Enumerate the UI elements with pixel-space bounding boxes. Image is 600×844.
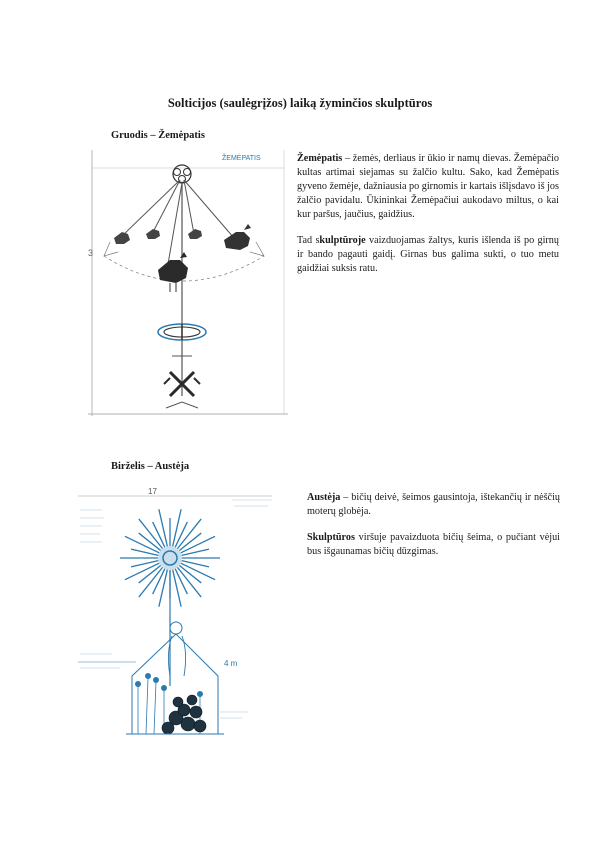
austeja-paragraph-2 [307, 531, 560, 559]
zemepatis-paragraph-1 [297, 152, 559, 222]
sunburst-ray [173, 509, 181, 546]
austeja-paragraph-1 [307, 491, 560, 519]
sunburst-ray [173, 570, 181, 607]
austeja-term: Austėja [307, 492, 341, 503]
austeja-p2-text: viršuje pavaizduota bičių šeima, o pučiant vėjui bus išgaunamas bičių dūzgimas. [307, 532, 560, 557]
zemepatis-paragraph-2 [297, 234, 559, 276]
sunburst-ray [159, 570, 167, 607]
page-title: Solticijos (saulėgrįžos) laiką žyminčios skulptūros [167, 96, 433, 110]
austeja-description [307, 491, 560, 571]
sunburst-ray [159, 509, 167, 546]
austeja-sketch-dim-top: 17 [148, 487, 157, 496]
zemepatis-sketch-label: ŽEMĖPATIS [222, 155, 261, 162]
zemepatis-p2-before: Tad s [297, 235, 320, 246]
zemepatis-p2-term: kulptūroje [319, 235, 366, 246]
austeja-sculpture-sketch [72, 486, 294, 746]
zemepatis-sculpture-sketch [84, 146, 292, 422]
zemepatis-p2-text: vaizduojamas žaltys, kuris išlenda iš po girnų ir bando pagauti gaidį. Girnas bus galima sukti, o tuo metu gaidžiai suksis ratu. [297, 235, 559, 274]
zemepatis-sketch-dimension: 3 [88, 248, 94, 258]
austeja-text: – bičių deivė, šeimos gausintoja, ištekančių ir nėščių moterų globėja. [307, 492, 560, 517]
austeja-p2-term: Skulptūros [307, 532, 355, 543]
austeja-sketch-dim-side: 4 m [224, 659, 238, 668]
section-heading-gruodis: Gruodis – Žemėpatis [111, 130, 205, 141]
zemepatis-description [297, 152, 559, 288]
section-heading-birzelis: Birželis – Austėja [111, 461, 190, 472]
zemepatis-text: – žemės, derliaus ir ūkio ir namų dievas. Žemėpačio kultas artimai siejamas su žalčio kultu. Sako, kad Žemėpatis gyveno žemėje, dažniausia po girnomis ir kartais išlįsdavo iš jos žalčio pavidalu. Ūkininkai Žemėpačiui aukodavo miltus, o kai kur paršus, jaučius, gaidžius. [297, 153, 559, 220]
zemepatis-term: Žemėpatis [297, 153, 343, 164]
